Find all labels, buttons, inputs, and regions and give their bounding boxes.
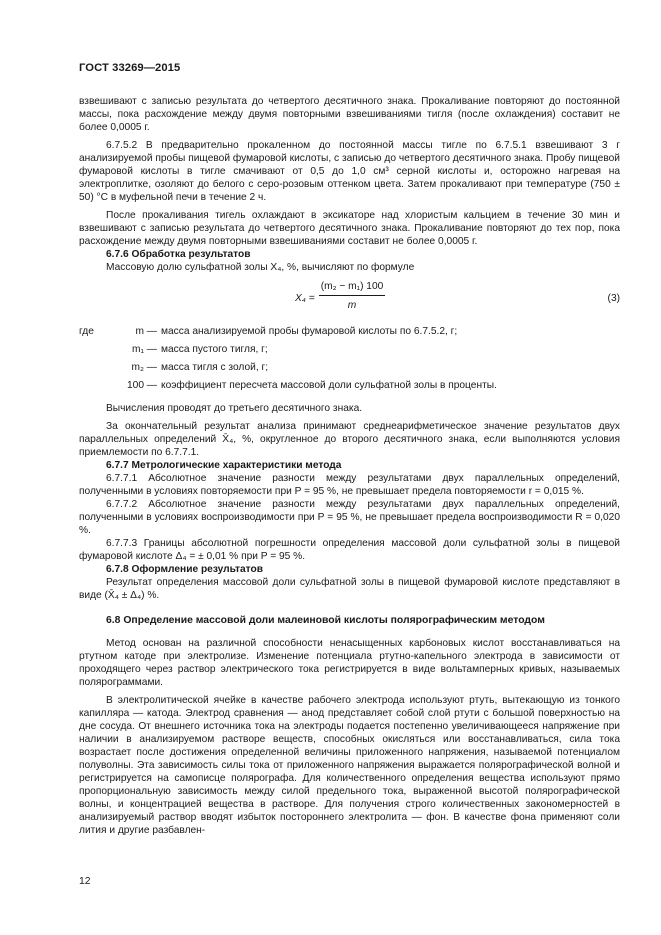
legend-symbol: m₁ — — [132, 344, 157, 355]
legend-symbol: 100 — — [126, 380, 157, 391]
paragraph-6-7-7-1: 6.7.7.1 Абсолютное значение разности между результатами двух параллельных определений, полученными в условиях повторяемости при P = 95 %, не превышает предела повторяемости r = 0,015 %. — [79, 473, 620, 497]
section-heading-6-7-8: 6.7.8 Оформление результатов — [106, 564, 264, 575]
paragraph: Вычисления проводят до третьего десятичного знака. — [106, 403, 363, 414]
section-heading-6-7-6: 6.7.6 Обработка результатов — [106, 249, 251, 260]
paragraph-6-7-5-2: 6.7.5.2 В предварительно прокаленном до постоянной массы тигле по 6.7.5.1 взвешивают 3 г анализируемой пробы пищевой фумаровой кислоты, с записью до четвертого десятичного знака. Пробу пищевой фумаровой кислоты в тигле смачивают от 0,5 до 1,0 см³ серной кислоты и, осторожно нагревая на электроплитке, озоляют до белого с серо-розовым оттенком цвета. Затем прокаливают при температуре (750 ± 50) °С в муфельной печи в течение 2 ч. — [79, 140, 620, 203]
legend-row — [79, 379, 620, 397]
paragraph: Результат определения массовой доли сульфатной золы в пищевой фумаровой кислоте представляют в виде (X̄₄ ± Δ₄) %. — [79, 577, 620, 601]
legend-text: коэффициент пересчета массовой доли сульфатной золы в проценты. — [161, 380, 497, 391]
formula-legend — [79, 325, 620, 397]
page-number: 12 — [79, 876, 91, 887]
legend-symbol: m — — [135, 326, 157, 337]
legend-row — [79, 343, 620, 361]
legend-text: масса анализируемой пробы фумаровой кислоты по 6.7.5.2, г; — [161, 326, 458, 337]
formula-denominator: m — [347, 300, 357, 311]
formula-3 — [79, 277, 620, 322]
paragraph: Метод основан на различной способности ненасыщенных карбоновых кислот восстанавливаться на ртутном катоде при электролизе. Изменение потенциала ртутно-капельного электрода в зависимости от проходящего через раствор электрического тока регистрируется в виде вольтамперных кривых, называемых полярограммами. — [79, 638, 620, 688]
legend-text: масса тигля с золой, г; — [161, 362, 269, 373]
paragraph: После прокаливания тигель охлаждают в эксикаторе над хлористым кальцием в течение 30 мин и взвешивают с записью результата до четвертого десятичного знака. Прокаливание повторяют до тех пор, пока расхождение между двумя повторными взвешиваниями составит не более 0,0005 г. — [79, 210, 620, 247]
section-heading-6-8: 6.8 Определение массовой доли малеиновой кислоты полярографическим методом — [106, 615, 545, 626]
legend-row — [79, 361, 620, 379]
legend-symbol: m₂ — — [131, 362, 157, 373]
paragraph: Массовую долю сульфатной золы X₄, %, вычисляют по формуле — [106, 262, 415, 273]
formula-fraction — [319, 280, 385, 312]
section-heading-6-7-7: 6.7.7 Метрологические характеристики метода — [106, 460, 342, 471]
document-body — [79, 95, 620, 837]
legend-text: масса пустого тигля, г; — [161, 344, 268, 355]
legend-row — [79, 325, 620, 343]
paragraph-6-7-7-2: 6.7.7.2 Абсолютное значение разности между результатами двух параллельных определений, полученными в условиях воспроизводимости при P = 95 %, не превышает предела воспроизводимости R = 0,020 %. — [79, 499, 620, 536]
paragraph: В электролитической ячейке в качестве рабочего электрода используют ртуть, вытекающую из тонкого капилляра — катода. Электрод сравнения — анод представляет собой слой ртути с большой поверхностью на дне сосуда. От внешнего источника тока на электроды подается постепенно увеличивающееся напряжение при наличии в анализируемом растворе веществ, способных окисляться или восстанавливаться, сила тока возрастает после достижения определенной величины приложенного напряжения, называемой потенциалом полуволны. Эта зависимость силы тока от приложенного напряжения выражается полярографической волной и регистрируется на самописце полярографа. Для количественного определения вещества используют прямо пропорциональную зависимость между силой предельного тока, выраженной высотой полярографической волны, и концентрацией вещества в растворе. Для получения строго количественных закономерностей в анализируемый раствор вводят избыток постороннего электролита — фон. В качестве фона применяют соли лития и другие разбавлен- — [79, 695, 620, 836]
formula-lhs: X₄ = — [295, 293, 315, 304]
document-header: ГОСТ 33269—2015 — [79, 62, 181, 74]
paragraph: взвешивают с записью результата до четвертого десятичного знака. Прокаливание повторяют до постоянной массы, пока расхождение между двумя повторными взвешиваниями тигля (после охлаждения) составит не более 0,0005 г. — [79, 96, 620, 133]
paragraph-6-7-7-3: 6.7.7.3 Границы абсолютной погрешности определения массовой доли сульфатной золы в пищевой фумаровой кислоте Δ₄ = ± 0,01 % при P = 95 %. — [79, 538, 620, 562]
formula-number: (3) — [607, 293, 620, 304]
formula-numerator: (m₂ − m₁) 100 — [319, 280, 385, 296]
paragraph: За окончательный результат анализа принимают среднеарифметическое значение результатов двух параллельных определений X̄₄, %, округленное до второго десятичного знака, если выполняются условия приемлемости по 6.7.7.1. — [79, 421, 620, 458]
legend-where: где — [79, 326, 94, 337]
